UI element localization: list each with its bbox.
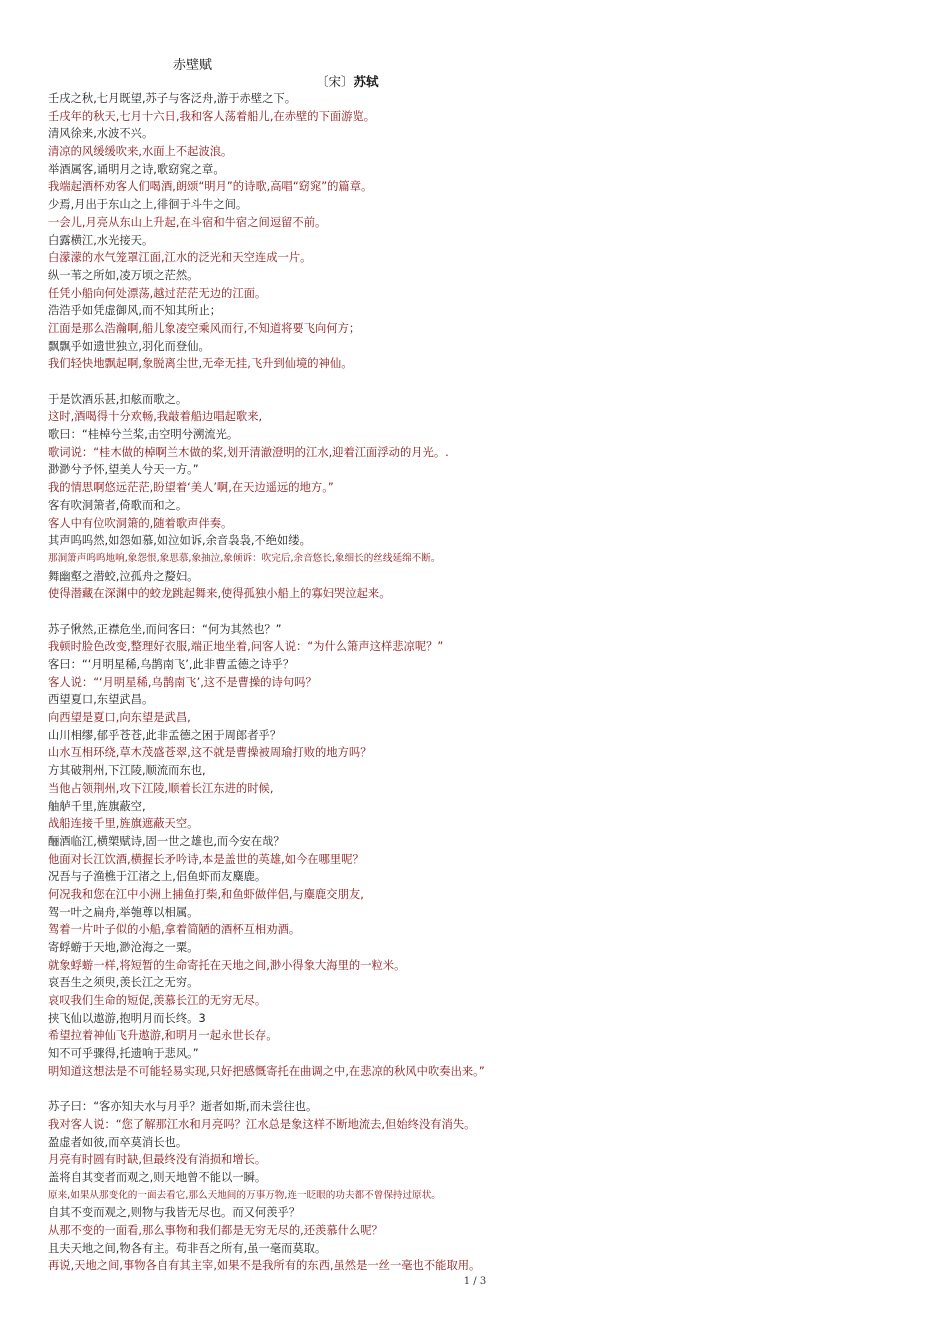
original-line: 客有吹洞箫者,倚歌而和之。 <box>48 498 188 512</box>
original-line: 酾酒临江,横槊赋诗,固一世之雄也,而今安在哉？ <box>48 834 285 848</box>
translation-line: 壬戌年的秋天,七月十六日,我和客人荡着船儿,在赤壁的下面游览。 <box>48 109 376 123</box>
translation-line: 我顿时脸色改变,整理好衣服,端正地坐着,问客人说：“为什么箫声这样悲凉呢？” <box>48 640 444 654</box>
page-number: 1 / 3 <box>463 1276 487 1287</box>
translation-line: 任凭小船向何处漂荡,越过茫茫无边的江面。 <box>48 286 267 300</box>
original-line: 知不可乎骤得,托遗响于悲风。” <box>48 1047 199 1061</box>
original-line: 舳舻千里,旌旗蔽空, <box>48 799 146 813</box>
original-line: 渺渺兮予怀,望美人兮天一方。” <box>48 463 199 477</box>
original-line: 苏子愀然,正襟危坐,而问客曰：“何为其然也？” <box>48 622 282 636</box>
poem-body <box>48 90 908 1275</box>
translation-line: 原来,如果从那变化的一面去看它,那么天地间的万事万物,连一眨眼的功夫都不曾保持过原状。 <box>48 1189 441 1201</box>
translation-line: 从那不变的一面看,那么事物和我们都是无穷无尽的,还羡慕什么呢？ <box>48 1224 383 1237</box>
translation-line: 歌词说：“桂木做的棹啊兰木做的桨,划开清澈澄明的江水,迎着江面浮动的月光。. <box>48 445 449 459</box>
translation-line: 山水互相环绕,草木茂盛苍翠,这不就是曹操被周瑜打败的地方吗？ <box>48 746 372 760</box>
translation-line: 我对客人说：“您了解那江水和月亮吗？江水总是象这样不断地流去,但始终没有消失。 <box>48 1117 476 1131</box>
original-line: 寄蜉蝣于天地,渺沧海之一粟。 <box>48 941 199 954</box>
poem-author <box>316 72 379 90</box>
paragraph-spacer <box>48 1081 908 1099</box>
translation-line: 月亮有时圆有时缺,但最终没有消损和增长。 <box>48 1153 267 1167</box>
translation-line: 他面对长江饮酒,横握长矛吟诗,本是盖世的英雄,如今在哪里呢？ <box>48 852 364 866</box>
original-line: 西望夏口,东望武昌。 <box>48 693 154 707</box>
original-line: 少焉,月出于东山之上,徘徊于斗牛之间。 <box>48 198 248 212</box>
original-line: 壬戌之秋,七月既望,苏子与客泛舟,游于赤壁之下。 <box>48 92 297 105</box>
translation-line: 希望拉着神仙飞升遨游,和明月一起永世长存。 <box>48 1029 278 1043</box>
paragraph-spacer <box>48 373 908 391</box>
translation-line: 清凉的风缓缓吹来,水面上不起波浪。 <box>48 145 233 159</box>
original-line: 自其不变而观之,则物与我皆无尽也。而又何羡乎？ <box>48 1206 301 1220</box>
translation-line: 客人中有位吹洞箫的,随着歌声伴奏。 <box>48 516 233 530</box>
original-line: 哀吾生之须臾,羡长江之无穷。 <box>48 976 199 990</box>
paragraph-spacer <box>48 603 908 621</box>
original-line: 山川相缪,郁乎苍苍,此非孟德之困于周郎者乎？ <box>48 728 282 742</box>
translation-line: 使得潜藏在深渊中的蛟龙跳起舞来,使得孤独小船上的寡妇哭泣起来。 <box>48 587 391 601</box>
translation-line: 客人说：“‘月明星稀,乌鹊南飞’,这不是曹操的诗句吗？ <box>48 675 317 689</box>
translation-line: 向西望是夏口,向东望是武昌, <box>48 711 191 725</box>
translation-line: 驾着一片叶子似的小船,拿着简陋的酒杯互相劝酒。 <box>48 923 301 937</box>
original-line: 苏子曰：“客亦知夫水与月乎？逝者如斯,而未尝往也。 <box>48 1100 318 1114</box>
original-line: 歌曰：“桂棹兮兰桨,击空明兮溯流光。 <box>48 428 239 442</box>
author-name: 苏轼 <box>353 74 379 89</box>
translation-line: 我的情思啊悠远茫茫,盼望着‘美人’啊,在天边遥远的地方。” <box>48 481 334 495</box>
original-line: 于是饮酒乐甚,扣舷而歌之。 <box>48 392 188 406</box>
translation-line: 这时,酒喝得十分欢畅,我敲着船边唱起歌来, <box>48 410 263 424</box>
translation-line: 哀叹我们生命的短促,羡慕长江的无穷无尽。 <box>48 994 267 1008</box>
original-line: 飘飘乎如遗世独立,羽化而登仙。 <box>48 339 210 353</box>
original-line: 挟飞仙以遨游,抱明月而长终。3 <box>48 1011 206 1025</box>
translation-line: 明知道这想法是不可能轻易实现,只好把感慨寄托在曲调之中,在悲凉的秋风中吹奏出来。” <box>48 1064 485 1078</box>
poem-title: 赤壁赋 <box>173 58 213 73</box>
original-line: 舞幽壑之潜蛟,泣孤舟之嫠妇。 <box>48 569 199 583</box>
original-line: 白露横江,水光接天。 <box>48 233 154 247</box>
translation-line: 当他占领荆州,攻下江陵,顺着长江东进的时候, <box>48 781 274 795</box>
original-line: 盖将自其变者而观之,则天地曾不能以一瞬。 <box>48 1170 267 1184</box>
original-line: 驾一叶之扁舟,举匏尊以相属。 <box>48 905 199 919</box>
translation-line: 一会儿,月亮从东山上升起,在斗宿和牛宿之间逗留不前。 <box>48 215 327 229</box>
translation-line: 何况我和您在江中小洲上捕鱼打柴,和鱼虾做伴侣,与麋鹿交朋友, <box>48 887 364 901</box>
original-line: 且夫天地之间,物各有主。苟非吾之所有,虽一毫而莫取。 <box>48 1241 327 1255</box>
original-line: 其声呜呜然,如怨如慕,如泣如诉,余音袅袅,不绝如缕。 <box>48 534 311 548</box>
translation-line: 我端起酒杯劝客人们喝酒,朗颂“明月”的诗歌,高唱“窈窕”的篇章。 <box>48 180 373 194</box>
author-dynasty: 〔宋〕 <box>316 74 354 89</box>
original-line: 清风徐来,水波不兴。 <box>48 127 154 141</box>
translation-line: 那洞箫声呜呜地响,象怨恨,象思慕,象抽泣,象倾诉：吹完后,余音悠长,象细长的丝线延绵不断。 <box>48 552 441 564</box>
translation-line: 就象蜉蝣一样,将短暂的生命寄托在天地之间,渺小得象大海里的一粒米。 <box>48 958 406 972</box>
original-line: 纵一苇之所如,凌万顷之茫然。 <box>48 268 199 282</box>
translation-line: 战船连接千里,旌旗遮蔽天空。 <box>48 817 199 831</box>
translation-line: 我们轻快地飘起啊,象脱离尘世,无牵无挂,飞升到仙境的神仙。 <box>48 357 353 371</box>
original-line: 浩浩乎如凭虚御风,而不知其所止； <box>48 304 222 318</box>
translation-line: 江面是那么浩瀚啊,船儿象凌空乘风而行,不知道将要飞向何方； <box>48 321 361 335</box>
original-line: 况吾与子渔樵于江渚之上,侣鱼虾而友麋鹿。 <box>48 870 267 884</box>
original-line: 客曰：“‘月明星稀,乌鹊南飞’,此非曹孟德之诗乎？ <box>48 658 295 671</box>
translation-line: 白濛濛的水气笼罩江面,江水的泛光和天空连成一片。 <box>48 251 312 265</box>
translation-line: 再说,天地之间,事物各自有其主宰,如果不是我所有的东西,虽然是一丝一毫也不能取用。 <box>48 1259 481 1273</box>
original-line: 方其破荆州,下江陵,顺流而东也, <box>48 764 206 778</box>
original-line: 举酒属客,诵明月之诗,歌窈窕之章。 <box>48 162 225 176</box>
original-line: 盈虚者如彼,而卒莫消长也。 <box>48 1135 188 1149</box>
